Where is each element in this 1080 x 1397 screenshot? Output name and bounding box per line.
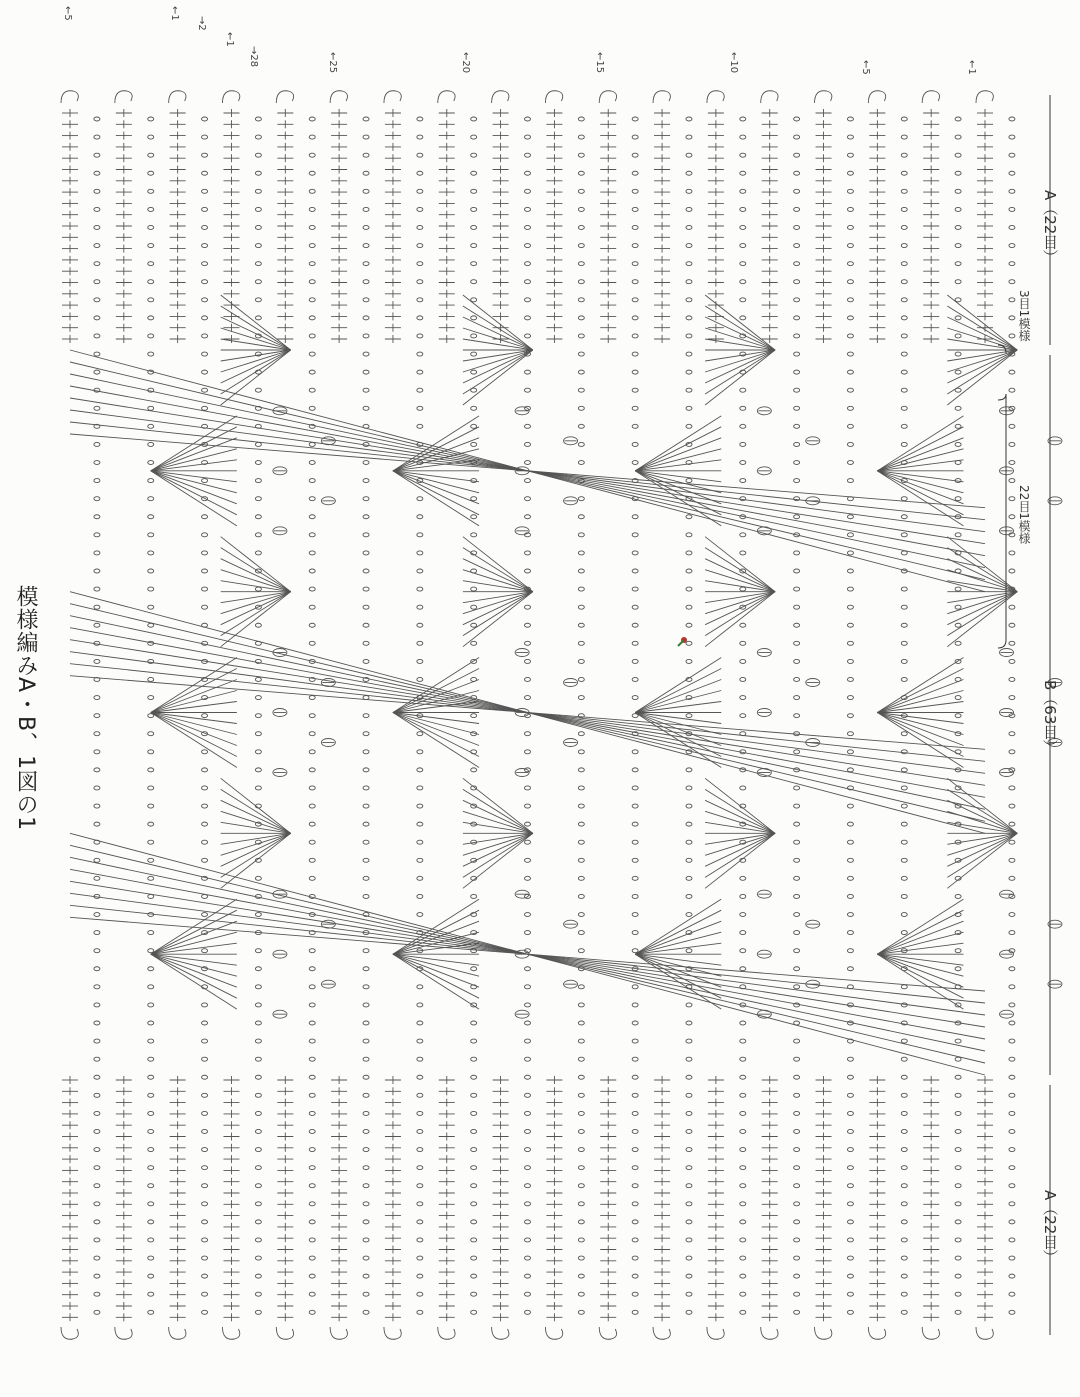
row-marker: ←20 [460,52,471,74]
dimension-label-a-left: A（22目） [1041,1190,1059,1265]
row-marker: ←10 [728,52,739,74]
dimension-label-b: B（63目） [1041,680,1059,755]
row-marker: →2 [196,16,207,31]
dimension-label-a-right: A（22目） [1041,190,1059,265]
row-marker: ←1 [224,32,235,47]
row-marker: ←5 [62,6,73,21]
row-marker: →28 [248,46,259,68]
repeat-label-22-stitch: 22目1模様 [1017,485,1031,544]
row-marker: ←5 [860,60,871,75]
chart-title: 模様編みA・B、1図の1 [13,585,38,832]
row-marker: ←1 [966,60,977,75]
row-marker: ←1 [169,6,180,21]
marker-stem [678,640,684,646]
row-marker: ←25 [327,52,338,74]
stitch-grid [61,91,1062,1340]
repeat-label-3-stitch: 3目1模様 [1017,290,1031,342]
row-marker: ←15 [594,52,605,74]
